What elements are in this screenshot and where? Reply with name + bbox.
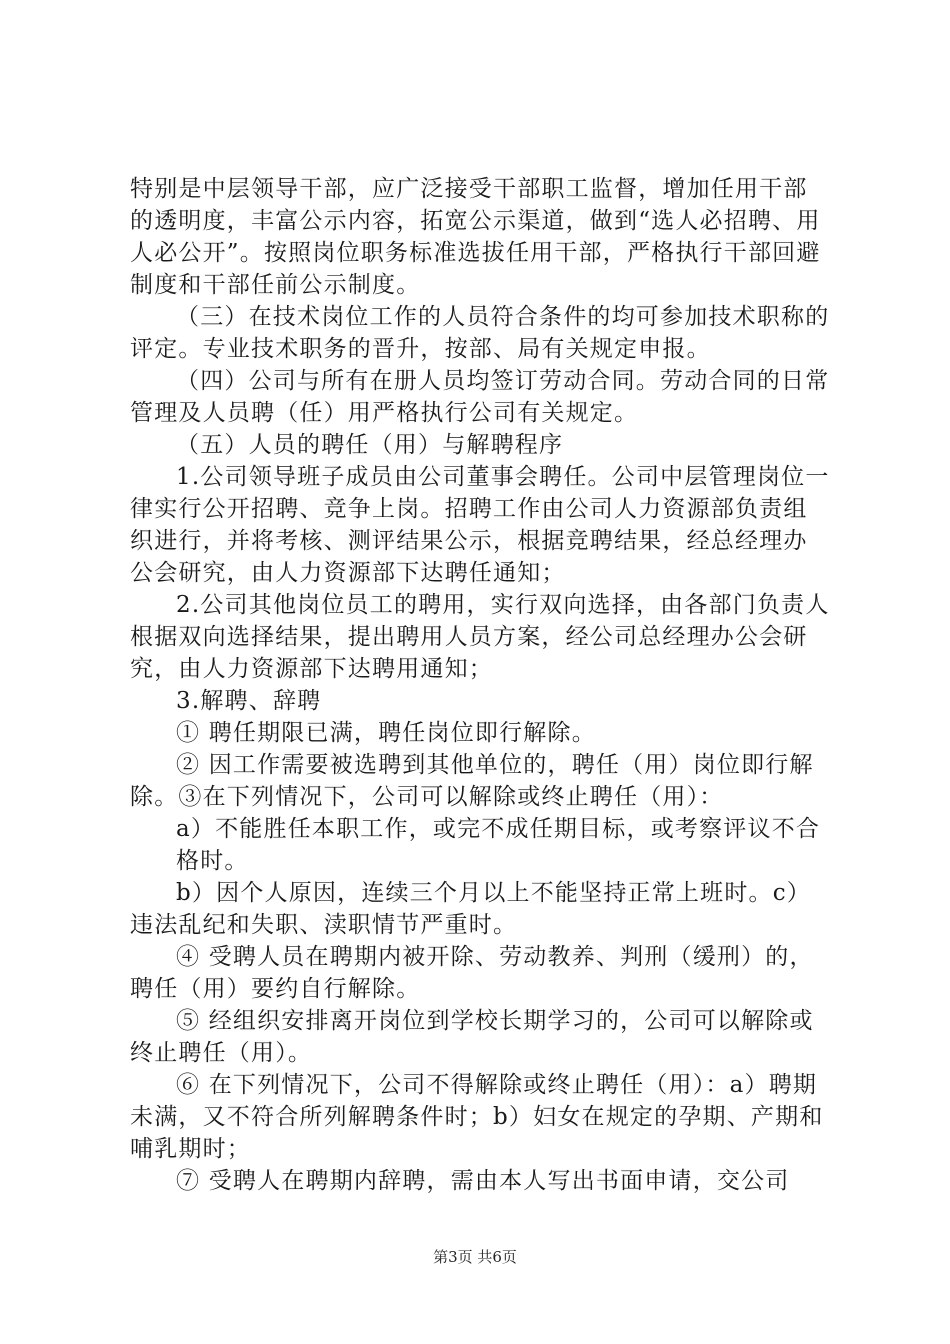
paragraph-5: 1.公司领导班子成员由公司董事会聘任。公司中层管理岗位一律实行公开招聘、竞争上岗。招聘工作由公司人力资源部负责组织进行，并将考核、测评结果公示，根据竞聘结果，经总经理办公会研究，由人力资源部下达聘任通知；	[130, 464, 830, 586]
paragraph-8: ① 聘任期限已满，聘任岗位即行解除。	[176, 720, 596, 746]
paragraph-9: ② 因工作需要被选聘到其他单位的，聘任（用）岗位即行解除。③在下列情况下，公司可以解除或终止聘任（用）：	[130, 752, 814, 810]
paragraph-6: 2.公司其他岗位员工的聘用，实行双向选择，由各部门负责人根据双向选择结果，提出聘用人员方案，经公司总经理办公会研究，由人力资源部下达聘用通知；	[130, 592, 830, 682]
paragraph-1: 特别是中层领导干部，应广泛接受干部职工监督，增加任用干部的透明度，丰富公示内容，拓宽公示渠道，做到“选人必招聘、用人必公开”。按照岗位职务标准选拔任用干部，严格执行干部回避制度和干部任前公示制度。	[130, 176, 821, 298]
document-body	[130, 173, 830, 1197]
paragraph-13: ④ 受聘人员在聘期内被开除、劳动教养、判刑（缓刑）的，聘任（用）要约自行解除。	[130, 944, 814, 1002]
paragraph-4: （五）人员的聘任（用）与解聘程序	[176, 432, 564, 458]
paragraph-14: ⑤ 经组织安排离开岗位到学校长期学习的，公司可以解除或终止聘任（用）。	[130, 1008, 814, 1066]
paragraph-7: 3.解聘、辞聘	[176, 688, 322, 714]
paragraph-10: a）不能胜任本职工作，或完不成任期目标，或考察评议不合	[176, 816, 821, 842]
paragraph-16: ⑦ 受聘人在聘期内辞聘，需由本人写出书面申请，交公司	[176, 1168, 790, 1194]
paragraph-15: ⑥ 在下列情况下，公司不得解除或终止聘任（用）：a）聘期未满，又不符合所列解聘条件时；b）妇女在规定的孕期、产期和哺乳期时；	[130, 1072, 824, 1162]
paragraph-11: 格时。	[176, 848, 249, 874]
paragraph-12: b）因个人原因，连续三个月以上不能坚持正常上班时。c）违法乱纪和失职、渎职情节严重时。	[130, 880, 812, 938]
paragraph-3: （四）公司与所有在册人员均签订劳动合同。劳动合同的日常管理及人员聘（任）用严格执行公司有关规定。	[130, 368, 830, 426]
page-footer: 第3页 共6页	[433, 1248, 517, 1266]
paragraph-2: （三）在技术岗位工作的人员符合条件的均可参加技术职称的评定。专业技术职务的晋升，按部、局有关规定申报。	[130, 304, 830, 362]
